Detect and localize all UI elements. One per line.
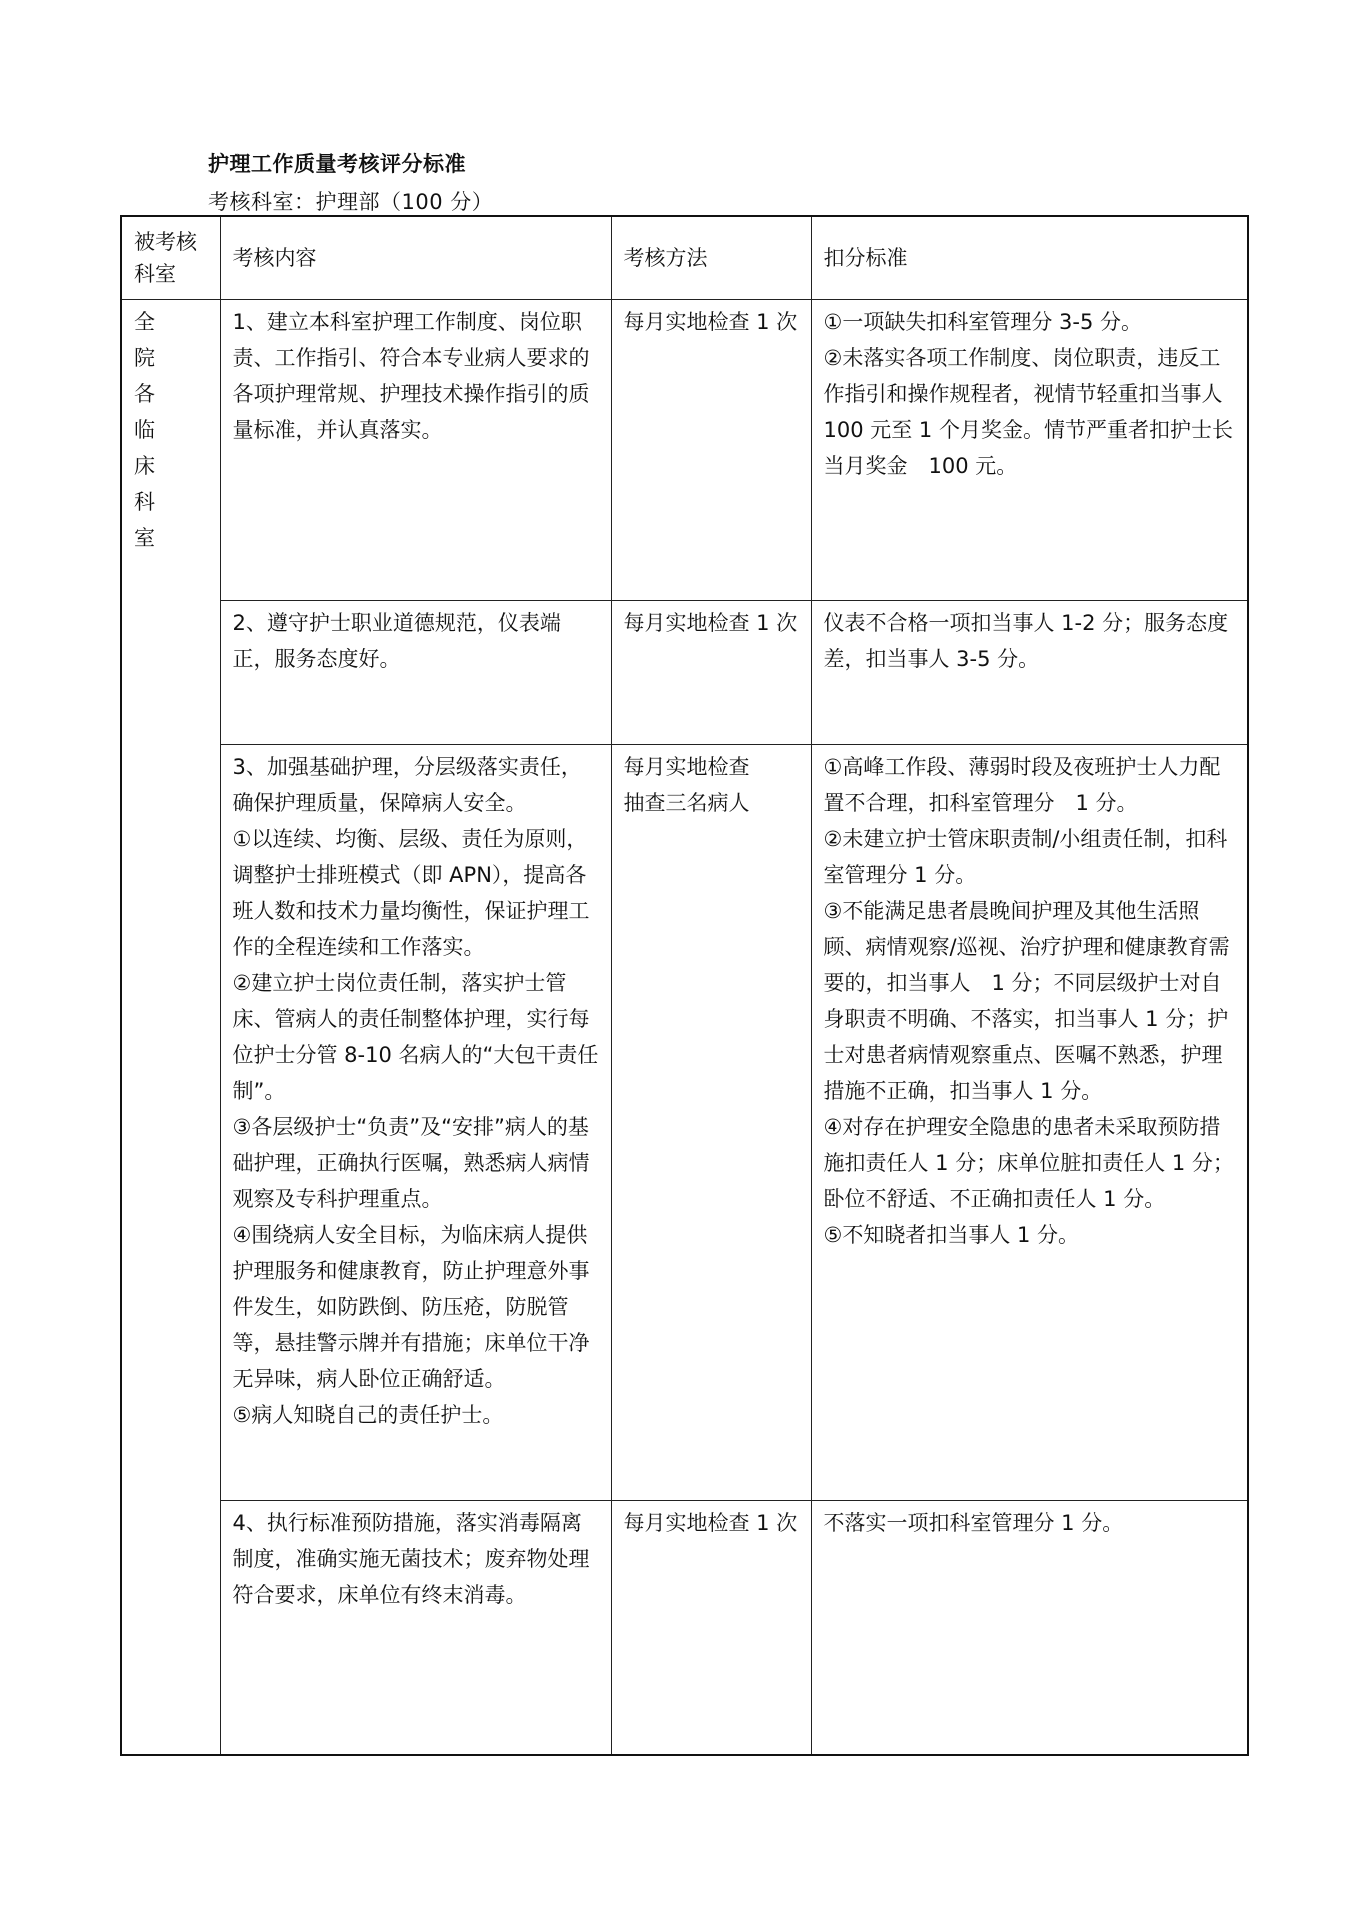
content-line: 4、执行标准预防措施，落实消毒隔离制度，准确实施无菌技术；废弃物处理符合要求，床单位有终末消毒。 [232, 1511, 590, 1607]
deduct-line: ②未落实各项工作制度、岗位职责，违反工作指引和操作规程者，视情节轻重扣当事人 100 元至 1 个月奖金。情节严重者扣护士长当月奖金 100 元。 [823, 346, 1233, 478]
document-subtitle: 考核科室：护理部（100 分） [208, 190, 494, 214]
method-cell [611, 745, 811, 1501]
table-header-row [121, 216, 1248, 300]
method-line: 每月实地检查 [623, 755, 750, 779]
table-row [121, 300, 1248, 601]
header-content: 考核内容 [220, 216, 611, 300]
table-row [121, 1501, 1248, 1756]
dept-char: 床 [134, 454, 155, 478]
content-line: ②建立护士岗位责任制，落实护士管床、管病人的责任制整体护理，实行每位护士分管 8-10 名病人的“大包干责任制”。 [232, 971, 599, 1103]
content-cell [220, 300, 611, 601]
method-line: 每月实地检查 1 次 [623, 611, 798, 635]
header-method: 考核方法 [611, 216, 811, 300]
header-deduct: 扣分标准 [811, 216, 1248, 300]
dept-char: 各 [134, 382, 155, 406]
content-cell [220, 1501, 611, 1756]
content-cell [220, 745, 611, 1501]
header-dept: 被考核科室 [121, 216, 220, 300]
dept-char: 临 [134, 418, 155, 442]
deduct-line: 仪表不合格一项扣当事人 1-2 分；服务态度差，扣当事人 3-5 分。 [823, 611, 1229, 671]
deduct-line: ③不能满足患者晨晚间护理及其他生活照顾、病情观察/巡视、治疗护理和健康教育需要的，扣当事人 1 分；不同层级护士对自身职责不明确、不落实，扣当事人 1 分；护士对患者病情观察重点、医嘱不熟悉，护理措施不正确，扣当事人 1 分。 [823, 899, 1230, 1103]
table-row [121, 601, 1248, 745]
deduct-cell [811, 1501, 1248, 1756]
deduct-cell [811, 745, 1248, 1501]
document-title: 护理工作质量考核评分标准 [208, 152, 466, 176]
deduct-line: 不落实一项扣科室管理分 1 分。 [823, 1511, 1124, 1535]
assessment-table [120, 215, 1249, 1756]
content-line: 1、建立本科室护理工作制度、岗位职责、工作指引、符合本专业病人要求的各项护理常规、护理技术操作指引的质量标准，并认真落实。 [232, 310, 590, 442]
dept-cell [121, 300, 220, 1756]
method-line: 每月实地检查 1 次 [623, 310, 798, 334]
dept-char: 院 [134, 346, 155, 370]
deduct-line: ①高峰工作段、薄弱时段及夜班护士人力配置不合理，扣科室管理分 1 分。 [823, 755, 1221, 815]
dept-char: 室 [134, 526, 155, 550]
deduct-cell [811, 300, 1248, 601]
method-cell [611, 601, 811, 745]
deduct-cell [811, 601, 1248, 745]
deduct-line: ①一项缺失扣科室管理分 3-5 分。 [823, 310, 1142, 334]
content-line: ③各层级护士“负责”及“安排”病人的基础护理，正确执行医嘱，熟悉病人病情观察及专科护理重点。 [232, 1115, 590, 1211]
deduct-line: ②未建立护士管床职责制/小组责任制，扣科室管理分 1 分。 [823, 827, 1228, 887]
content-line: 3、加强基础护理，分层级落实责任，确保护理质量，保障病人安全。 [232, 755, 582, 815]
table-row [121, 745, 1248, 1501]
method-line: 抽查三名病人 [623, 791, 750, 815]
content-line: ④围绕病人安全目标，为临床病人提供护理服务和健康教育，防止护理意外事件发生，如防跌倒、防压疮，防脱管等，悬挂警示牌并有措施；床单位干净无异味，病人卧位正确舒适。 [232, 1223, 590, 1391]
method-cell [611, 300, 811, 601]
content-line: ①以连续、均衡、层级、责任为原则，调整护士排班模式（即 APN），提高各班人数和技术力量均衡性，保证护理工作的全程连续和工作落实。 [232, 827, 590, 959]
content-line: ⑤病人知晓自己的责任护士。 [232, 1403, 504, 1427]
dept-char: 科 [134, 490, 155, 514]
dept-value [134, 304, 158, 556]
deduct-line: ④对存在护理安全隐患的患者未采取预防措施扣责任人 1 分；床单位脏扣责任人 1 分；卧位不舒适、不正确扣责任人 1 分。 [823, 1115, 1234, 1211]
content-line: 2、遵守护士职业道德规范，仪表端正，服务态度好。 [232, 611, 561, 671]
content-cell [220, 601, 611, 745]
method-line: 每月实地检查 1 次 [623, 1511, 798, 1535]
dept-char: 全 [134, 310, 155, 334]
method-cell [611, 1501, 811, 1756]
deduct-line: ⑤不知晓者扣当事人 1 分。 [823, 1223, 1080, 1247]
